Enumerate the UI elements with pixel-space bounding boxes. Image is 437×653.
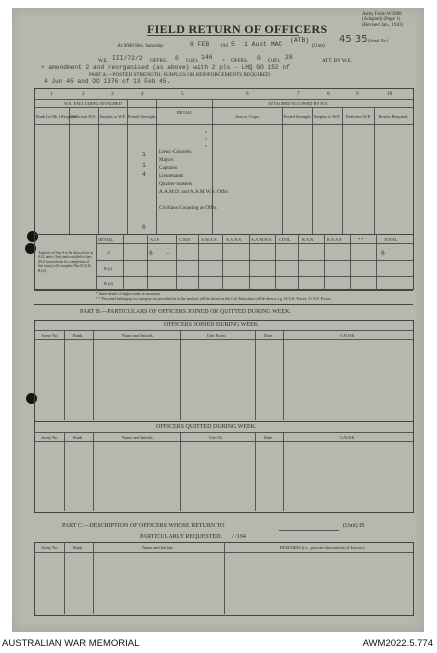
breakdown-aamws: A.A.M.W.S. — [251, 237, 273, 242]
footer-source: AUSTRALIAN WAR MEMORIAL — [2, 638, 140, 649]
rank-captains: Captains — [159, 165, 178, 171]
header-surplus-right: Surplus to W.E. — [314, 114, 341, 119]
part-c-header-remarks: REMARKS (i.e., present whereabouts if known). — [280, 545, 365, 550]
part-c-requested: PARTICULARLY REQUESTED. — [140, 534, 222, 540]
offrs2-value: 0 — [257, 55, 261, 62]
form-title: FIELD RETURN OF OFFICERS — [147, 22, 328, 36]
rank-quartermasters: Quarter-masters — [159, 181, 193, 187]
offrs-value: 6 — [175, 55, 179, 62]
rank-civilians: Civilians Counting as Offrs. — [159, 205, 218, 211]
breakdown-aans: A.A.N.S. — [226, 237, 242, 242]
ors2-value: 28 — [285, 54, 293, 61]
offrs2-label: OFFRS. — [231, 58, 249, 64]
col-number-9: 9 — [356, 91, 359, 97]
part-a-heading: PART A.—POSTED STRENGTH, SURPLUS OR REINFORCEMENTS REQUIRED. — [89, 72, 271, 78]
breakdown-a-aif-value: 6 — [149, 250, 153, 257]
posted-total: 6 — [142, 224, 146, 231]
rank-majors: Majors — [159, 157, 174, 163]
ors-value: 146 — [201, 54, 213, 61]
breakdown-ran: R.A.N. — [302, 237, 315, 242]
header-deficient: Deficient W.E. — [71, 114, 97, 119]
col-number-2: 2 — [82, 91, 85, 97]
breakdown-raaf: R.A.A.F. — [327, 237, 343, 242]
breakdown-awas: A.W.A.S. — [201, 237, 218, 242]
col-number-10: 10 — [387, 91, 393, 97]
quitted-table — [34, 421, 414, 513]
we-value: III/72/2 — [112, 55, 143, 62]
quitted-header-cause: CAUSE. — [340, 435, 356, 440]
serial-label: (Serial No.) — [368, 38, 389, 43]
col-number-3: 3 — [111, 91, 114, 97]
rank-aamd: A.A.M.D. and A.A.M.W.S. Offrs — [159, 189, 228, 195]
col-number-8: 8 — [327, 91, 330, 97]
joined-title: OFFICERS JOINED DURING WEEK — [164, 322, 259, 328]
posted-lieutenants: 4 — [142, 171, 146, 178]
part-c-unit-label: (Unit) IS — [343, 523, 365, 529]
col-number-4: 4 — [141, 91, 144, 97]
we-label: W.E. — [98, 58, 109, 64]
header-posted-strength-right: Posted Strength. — [283, 114, 312, 119]
joined-header-date: Date. — [264, 333, 274, 338]
unit-value: 1 Aust MAC — [244, 41, 283, 48]
quitted-header-army-no: Army No. — [41, 435, 59, 440]
col-number-7: 7 — [297, 91, 300, 97]
quitted-title: OFFICERS QUITTED DURING WEEK. — [156, 424, 257, 430]
part-c-header-rank: Rank. — [73, 545, 84, 550]
posted-captains: 1 — [142, 162, 146, 169]
rank-lieutenants: Lieutenants — [159, 173, 184, 179]
quitted-header-date: Date. — [264, 435, 274, 440]
analysis-note: Analysis of Part A to be shown here in ALL units. Only units entitled to bars (B of instructions for completion of this form) will complete Part B (i) & B (ii). — [38, 251, 94, 273]
header-reinforcements: Rein'ts Required. — [378, 114, 409, 119]
ors-label: O.R's — [186, 58, 198, 64]
breakdown-a-total-value: 6 — [381, 250, 385, 257]
amendment-line-2: 4 Jun 45 and OO 1376 of 13 Feb 45. — [44, 78, 171, 85]
date-value: 8 FEB — [190, 41, 210, 48]
form-identifier: Army Form W3008 (Adapted) (Page 1) (Revised Jan., 1943) — [362, 12, 404, 28]
at-label: At 0600 Hrs. Saturday — [117, 43, 164, 49]
group-right-label: ATTACHED ALLOWED BY W.E. — [268, 101, 329, 106]
header-arm-corps: Arm or Corps. — [235, 114, 260, 119]
rank-list — [159, 148, 228, 220]
part-c-header-army-no: Army No. — [41, 545, 59, 550]
rank-aamws — [159, 196, 228, 204]
unit-label: (Unit) — [312, 43, 325, 49]
joined-header-cause: CAUSE. — [340, 333, 356, 338]
joined-header-army-no: Army No. — [41, 333, 59, 338]
footnote-1: * Insert details of higher ranks as necessary. — [96, 292, 161, 296]
breakdown-detail: DETAIL — [98, 237, 114, 242]
year-prefix: 194 — [220, 43, 228, 49]
part-b-heading: PART B.—PARTICULARS OF OFFICERS JOINED OR QUITTED DURING WEEK. — [80, 309, 291, 315]
group-left-label: W.E. EXCLUDING ATTACHED — [64, 101, 122, 106]
offrs-label: OFFRS. — [150, 58, 168, 64]
amendment-line-1: + amendment 2 and reorganised (as above) with 2 pls - LHQ GO 152 of — [41, 64, 290, 71]
quitted-header-unit-to: Unit To. — [209, 435, 224, 440]
breakdown-row-bii: B (ii) — [104, 281, 114, 286]
breakdown-row-bi: B (i) — [104, 266, 112, 271]
breakdown-a-dash: - — [166, 250, 170, 257]
joined-header-unit-from: Unit From. — [207, 333, 227, 338]
ors2-label: O.R's — [268, 58, 280, 64]
joined-header-rank: Rank. — [73, 333, 84, 338]
header-detail: DETAIL — [176, 110, 193, 115]
col-number-5: 5 — [181, 91, 184, 97]
breakdown-aif: A.I.F. — [150, 237, 160, 242]
header-deficient-right: Deficient W.E. — [345, 114, 372, 119]
col-number-6: 6 — [246, 91, 249, 97]
part-c-heading: PART C.—DESCRIPTION OF OFFICERS WHOSE RETURN TO — [62, 523, 225, 529]
header-posted-strength: Posted Strength. — [128, 114, 157, 119]
rank-lieut-colonels: Lieut.-Colonels — [159, 149, 192, 155]
breakdown-other: * * — [358, 237, 364, 242]
breakdown-total: TOTAL — [384, 237, 398, 242]
header-rank-required: Rank (or Rk.) Required. — [36, 114, 78, 119]
col-number-1: 1 — [50, 91, 53, 97]
posted-lt-col: 1 — [142, 151, 146, 158]
year-value: 5 — [231, 41, 235, 48]
header-surplus: Surplus to W.E. — [99, 114, 127, 119]
quitted-header-name: Name and Initials. — [122, 435, 154, 440]
part-c-header-name: Name and Initials. — [142, 545, 174, 550]
footnote-2: * * Personnel belonging to a category not provided for in the analysis will be shown in this Col. Particulars will be shown, e.g. 18 U.K. Forces; 31 N.Z. Forces. — [96, 297, 332, 301]
breakdown-row-a: A — [107, 250, 111, 255]
plus-sign: + — [222, 58, 225, 64]
breakdown-civil: CIVIL. — [279, 237, 292, 242]
quitted-header-rank: Rank. — [73, 435, 84, 440]
att-label: ATT. BY W.E. — [322, 58, 353, 64]
breakdown-cmf: C.M.F. — [179, 237, 191, 242]
joined-header-name: Name and Initials. — [122, 333, 154, 338]
footer-accession-number: AWM2022.5.774 — [362, 638, 433, 649]
serial-number: 45 35 — [339, 34, 368, 45]
unit-suffix: (ATB) — [290, 37, 310, 44]
part-c-date-blank: / /194 — [232, 534, 246, 540]
